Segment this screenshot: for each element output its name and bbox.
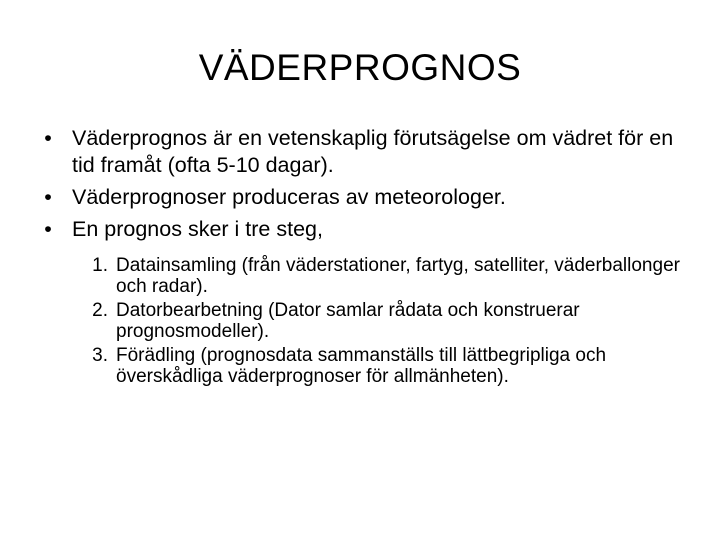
bullet-text: En prognos sker i tre steg,	[72, 217, 323, 241]
bullet-text: Väderprognoser produceras av meteorologer.	[72, 185, 506, 209]
bullet-item	[38, 184, 688, 211]
step-number: 3.	[92, 345, 108, 366]
bullet-list	[38, 125, 688, 243]
bullet-marker: •	[44, 217, 52, 241]
step-item	[38, 255, 688, 297]
bullet-item	[38, 216, 688, 243]
step-item	[38, 345, 688, 387]
step-text: Förädling (prognosdata sammanställs till lättbegripliga och överskådliga väderprognoser för allmänheten).	[116, 345, 607, 387]
step-item	[38, 300, 688, 342]
numbered-step-list	[38, 255, 688, 387]
bullet-item	[38, 125, 688, 179]
step-text: Datainsamling (från väderstationer, fartyg, satelliter, väderballonger och radar).	[116, 255, 680, 297]
bullet-marker: •	[44, 126, 52, 150]
bullet-text: Väderprognos är en vetenskaplig förutsägelse om vädret för en tid framåt (ofta 5-10 dagar).	[72, 126, 674, 177]
slide-title: VÄDERPROGNOS	[198, 47, 522, 88]
bullet-marker: •	[44, 185, 52, 209]
step-number: 1.	[92, 255, 108, 276]
slide-body	[38, 125, 688, 390]
step-text: Datorbearbetning (Dator samlar rådata och konstruerar prognosmodeller).	[116, 300, 580, 342]
step-number: 2.	[92, 300, 108, 321]
